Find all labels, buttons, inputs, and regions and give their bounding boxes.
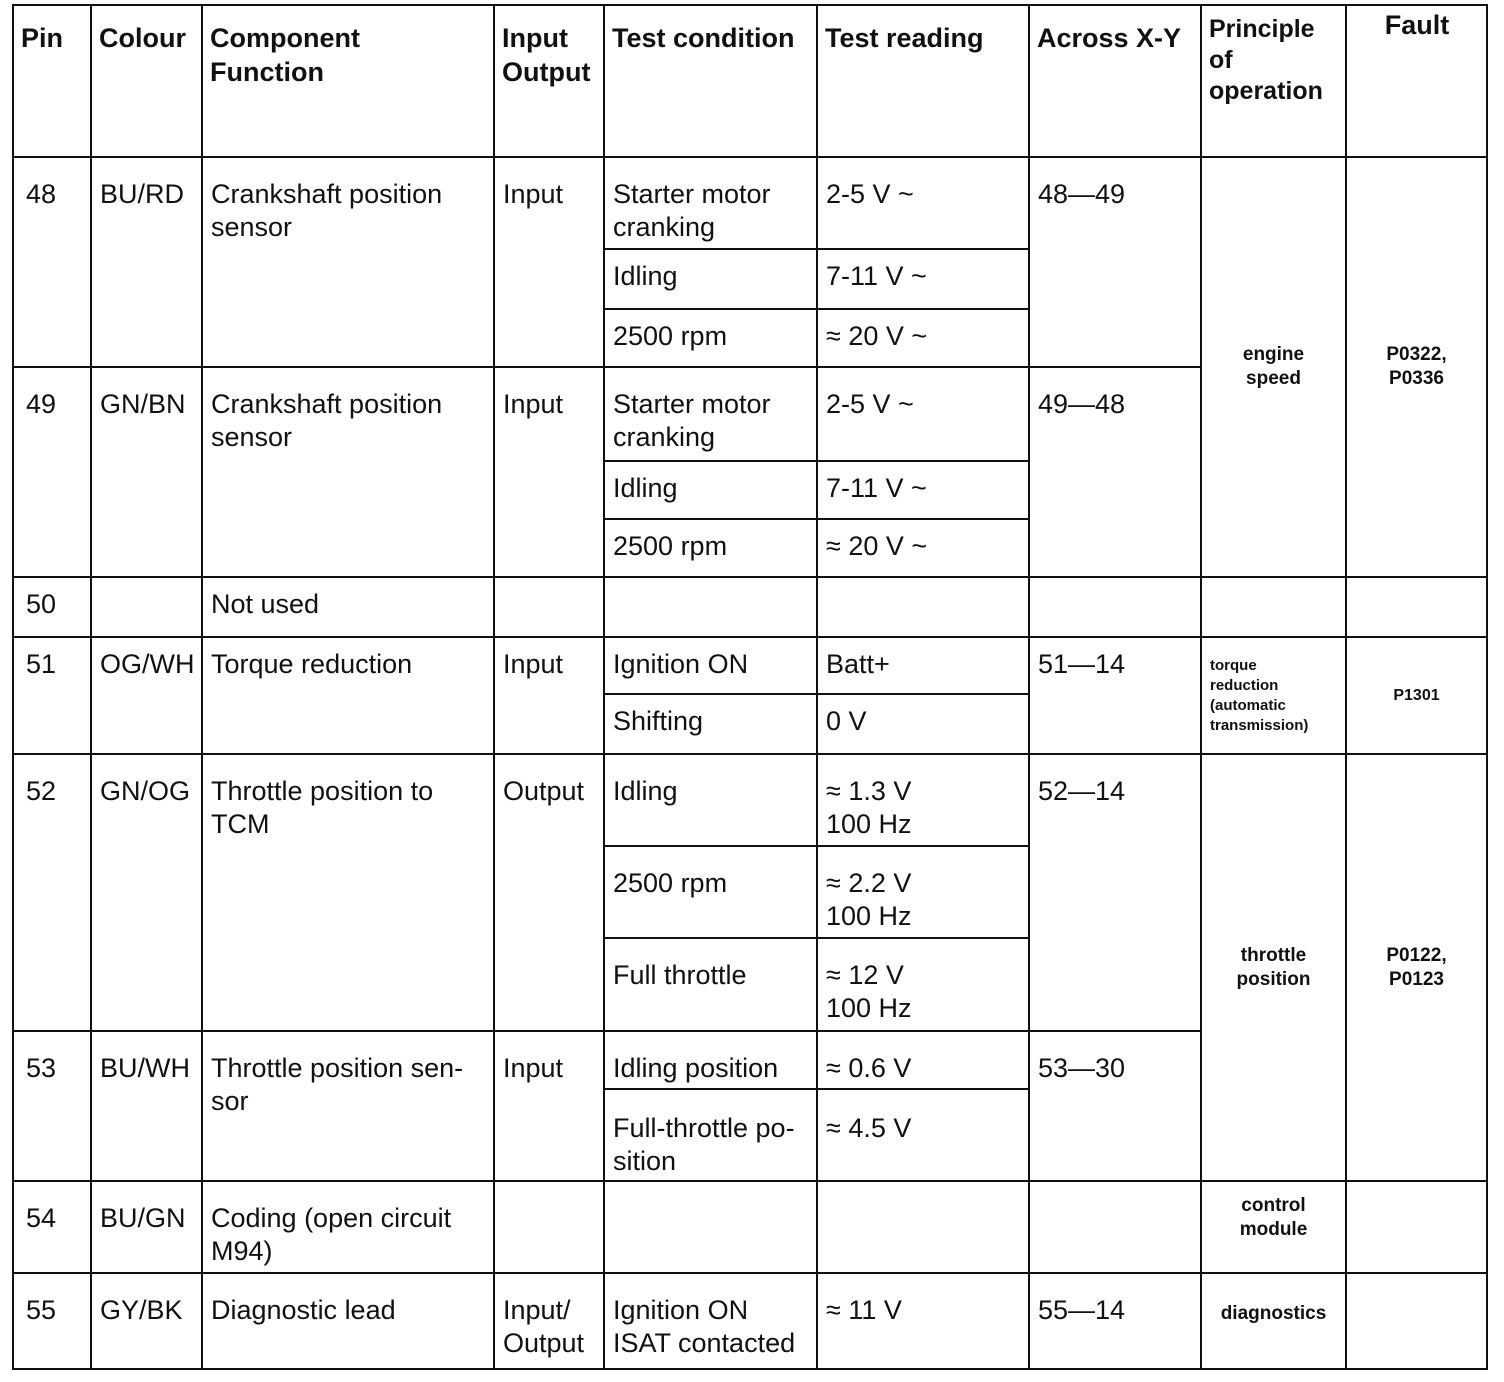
test-condition-cell: Idling <box>604 249 817 309</box>
test-condition-cell: 2500 rpm <box>604 519 817 577</box>
header-component: Component Function <box>202 5 494 157</box>
test-reading-cell: Batt+ <box>817 637 1029 694</box>
io-cell: Input <box>494 157 604 367</box>
io-cell: Input/ Output <box>494 1273 604 1369</box>
io-cell: Input <box>494 637 604 754</box>
test-condition-cell <box>604 1181 817 1273</box>
header-io: Input Output <box>494 5 604 157</box>
colour-cell: GN/OG <box>91 754 202 1031</box>
across-cell: 53—30 <box>1029 1031 1201 1181</box>
test-reading-cell: ≈ 1.3 V 100 Hz <box>817 754 1029 846</box>
pin-cell: 49 <box>13 367 91 577</box>
across-cell: 48—49 <box>1029 157 1201 367</box>
header-pin: Pin <box>13 5 91 157</box>
io-cell: Input <box>494 1031 604 1181</box>
pin-cell: 50 <box>13 577 91 637</box>
io-cell: Input <box>494 367 604 577</box>
component-cell: Not used <box>202 577 494 637</box>
colour-cell: BU/RD <box>91 157 202 367</box>
across-cell <box>1029 577 1201 637</box>
test-condition-cell: Shifting <box>604 694 817 754</box>
component-cell: Torque reduction <box>202 637 494 754</box>
test-condition-cell: Ignition ON <box>604 637 817 694</box>
component-cell: Crankshaft position sensor <box>202 157 494 367</box>
pin-cell: 51 <box>13 637 91 754</box>
header-test-reading: Test reading <box>817 5 1029 157</box>
test-reading-cell: ≈ 20 V ~ <box>817 309 1029 367</box>
colour-cell: BU/WH <box>91 1031 202 1181</box>
pin-cell: 52 <box>13 754 91 1031</box>
fault-cell: P1301 <box>1346 637 1487 754</box>
fault-cell <box>1346 577 1487 637</box>
test-reading-cell: 2-5 V ~ <box>817 157 1029 249</box>
principle-cell: diagnostics <box>1201 1273 1346 1369</box>
test-reading-cell: ≈ 0.6 V <box>817 1031 1029 1089</box>
colour-cell: GY/BK <box>91 1273 202 1369</box>
header-test-condition: Test condition <box>604 5 817 157</box>
io-cell <box>494 577 604 637</box>
header-colour: Colour <box>91 5 202 157</box>
across-cell: 49—48 <box>1029 367 1201 577</box>
table-row <box>13 754 1487 846</box>
test-condition-cell: 2500 rpm <box>604 309 817 367</box>
table-row <box>13 577 1487 637</box>
header-across: Across X-Y <box>1029 5 1201 157</box>
fault-cell <box>1346 1273 1487 1369</box>
across-cell: 51—14 <box>1029 637 1201 754</box>
pin-cell: 54 <box>13 1181 91 1273</box>
table-row <box>13 637 1487 694</box>
pin-cell: 55 <box>13 1273 91 1369</box>
across-cell <box>1029 1181 1201 1273</box>
table-row <box>13 1181 1487 1273</box>
test-reading-cell: 7-11 V ~ <box>817 461 1029 519</box>
across-cell: 55—14 <box>1029 1273 1201 1369</box>
pin-cell: 48 <box>13 157 91 367</box>
test-condition-cell: Full-throttle po- sition <box>604 1089 817 1181</box>
principle-cell: engine speed <box>1201 157 1346 577</box>
test-condition-cell: Ignition ON ISAT contacted <box>604 1273 817 1369</box>
test-reading-cell: 7-11 V ~ <box>817 249 1029 309</box>
fault-cell: P0322, P0336 <box>1346 157 1487 577</box>
io-cell: Output <box>494 754 604 1031</box>
test-condition-cell: Starter motor cranking <box>604 367 817 461</box>
test-condition-cell: 2500 rpm <box>604 846 817 938</box>
header-row <box>13 5 1487 157</box>
colour-cell: BU/GN <box>91 1181 202 1273</box>
test-reading-cell: ≈ 12 V 100 Hz <box>817 938 1029 1031</box>
pin-cell: 53 <box>13 1031 91 1181</box>
colour-cell: OG/WH <box>91 637 202 754</box>
component-cell: Coding (open circuit M94) <box>202 1181 494 1273</box>
component-cell: Diagnostic lead <box>202 1273 494 1369</box>
header-fault: Fault <box>1346 5 1487 157</box>
test-reading-cell: ≈ 20 V ~ <box>817 519 1029 577</box>
io-cell <box>494 1181 604 1273</box>
pinout-table-wrapper <box>12 4 1488 1370</box>
test-condition-cell: Idling <box>604 461 817 519</box>
pinout-table <box>12 4 1488 1370</box>
colour-cell <box>91 577 202 637</box>
principle-cell: throttle position <box>1201 754 1346 1181</box>
test-reading-cell <box>817 1181 1029 1273</box>
test-reading-cell: ≈ 11 V <box>817 1273 1029 1369</box>
principle-cell: torque reduction (automatic transmission) <box>1201 637 1346 754</box>
colour-cell: GN/BN <box>91 367 202 577</box>
across-cell: 52—14 <box>1029 754 1201 1031</box>
test-condition-cell: Starter motor cranking <box>604 157 817 249</box>
test-condition-cell <box>604 577 817 637</box>
component-cell: Throttle position sen- sor <box>202 1031 494 1181</box>
test-reading-cell: ≈ 2.2 V 100 Hz <box>817 846 1029 938</box>
component-cell: Crankshaft position sensor <box>202 367 494 577</box>
test-condition-cell: Idling <box>604 754 817 846</box>
test-reading-cell <box>817 577 1029 637</box>
principle-cell <box>1201 577 1346 637</box>
fault-cell: P0122, P0123 <box>1346 754 1487 1181</box>
fault-cell <box>1346 1181 1487 1273</box>
test-reading-cell: ≈ 4.5 V <box>817 1089 1029 1181</box>
test-condition-cell: Idling position <box>604 1031 817 1089</box>
header-principle: Principle of operation <box>1201 5 1346 157</box>
test-reading-cell: 0 V <box>817 694 1029 754</box>
table-row <box>13 157 1487 249</box>
table-row <box>13 1273 1487 1369</box>
test-reading-cell: 2-5 V ~ <box>817 367 1029 461</box>
test-condition-cell: Full throttle <box>604 938 817 1031</box>
principle-cell: control module <box>1201 1181 1346 1273</box>
component-cell: Throttle position to TCM <box>202 754 494 1031</box>
